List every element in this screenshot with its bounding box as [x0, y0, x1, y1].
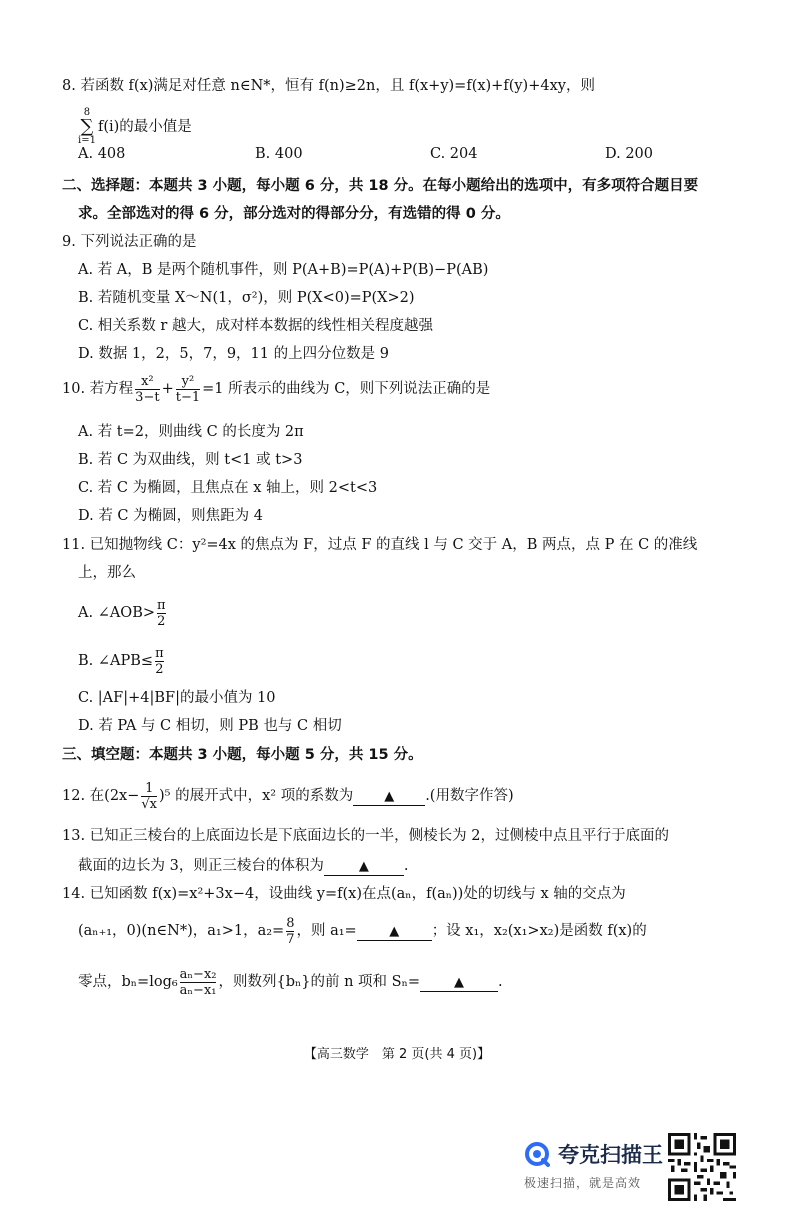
q14-answer-blank-sn[interactable] [420, 974, 498, 992]
q10-prefix: 10. 若方程 [62, 381, 134, 397]
q14-fraction-a2 [286, 916, 294, 947]
q14-line3-prefix: 零点，bₙ=log₆ [78, 974, 178, 990]
q14-line2-prefix: (aₙ₊₁，0)(n∈N*)，a₁>1，a₂= [78, 923, 285, 939]
q14-line3-suffix: . [498, 974, 503, 990]
q11-b-num: π [155, 645, 164, 661]
q14-a2-den: 7 [286, 931, 295, 947]
q11-b-den: 2 [155, 661, 164, 677]
q14-answer-blank-a1[interactable] [357, 923, 432, 941]
q8-option-b: B. 400 [255, 146, 303, 162]
q14-stem-line1: 14. 已知函数 f(x)=x²+3x−4，设曲线 y=f(x)在点(aₙ，f(aₙ))处的切线与 x 轴的交点为 [62, 886, 626, 902]
q11-option-d: D. 若 PA 与 C 相切，则 PB 也与 C 相切 [78, 718, 342, 734]
section2-heading-line2: 求。全部选对的得 6 分，部分选对的得部分分，有选错的得 0 分。 [78, 206, 510, 222]
q12-stem [62, 778, 514, 814]
q14-stem-line3 [78, 964, 503, 1000]
q8-option-d: D. 200 [605, 146, 654, 162]
q8-option-a: A. 408 [78, 146, 126, 162]
q14-stem-line2 [78, 913, 647, 949]
q8-stem-line1: 8. 若函数 f(x)满足对任意 n∈N*，恒有 f(n)≥2n，且 f(x+y)=f(x)+f(y)+4xy，则 [62, 78, 595, 94]
q12-prefix: 12. 在(2x− [62, 788, 140, 804]
q9-option-d: D. 数据 1，2，5，7，9，11 的上四分位数是 9 [78, 346, 389, 362]
q8-stem-rest: f(i)的最小值是 [97, 119, 192, 135]
q11-b-fraction [155, 646, 164, 677]
q12-suffix2: .(用数字作答) [425, 788, 514, 804]
q12-frac-den: √x [141, 796, 158, 812]
triangle-icon: ▲ [358, 859, 369, 874]
q11-stem-line2: 上，那么 [78, 565, 136, 581]
q8-stem-line2 [78, 108, 192, 146]
q14-a2-num: 8 [286, 915, 295, 931]
q13-answer-blank[interactable] [324, 858, 404, 876]
triangle-icon: ▲ [384, 789, 395, 804]
q11-a-fraction [157, 598, 166, 629]
q13-line2-prefix: 截面的边长为 3，则正三棱台的体积为 [78, 858, 324, 874]
q10-frac-x-num: x² [141, 373, 154, 389]
q11-option-a [78, 596, 168, 630]
sum-symbol: ∑ [80, 116, 94, 137]
section3-heading: 三、填空题：本题共 3 小题，每小题 5 分，共 15 分。 [62, 747, 423, 763]
q13-stem-line2 [78, 856, 408, 876]
q12-suffix1: )⁵ 的展开式中，x² 项的系数为 [159, 788, 354, 804]
q14-log-num: aₙ−x₂ [179, 966, 217, 982]
q11-a-den: 2 [157, 613, 166, 629]
q9-option-c: C. 相关系数 r 越大，成对样本数据的线性相关程度越强 [78, 318, 433, 334]
q10-fraction-y [176, 374, 200, 405]
q8-option-c: C. 204 [430, 146, 478, 162]
q10-option-a: A. 若 t=2，则曲线 C 的长度为 2π [78, 424, 304, 440]
q10-fraction-x [135, 374, 159, 405]
summation [78, 108, 96, 146]
q12-fraction [141, 781, 157, 812]
scanner-brand [518, 1137, 668, 1197]
brand-slogan: 极速扫描，就是高效 [524, 1176, 642, 1190]
q10-option-d: D. 若 C 为椭圆，则焦距为 4 [78, 508, 263, 524]
q14-line2-suffix: ；设 x₁，x₂(x₁>x₂)是函数 f(x)的 [431, 923, 647, 939]
q10-plus: + [161, 381, 174, 397]
q11-a-prefix: A. ∠AOB> [78, 605, 156, 621]
q9-option-b: B. 若随机变量 X～N(1，σ²)，则 P(X<0)=P(X>2) [78, 290, 415, 306]
q13-line2-suffix: . [403, 858, 409, 874]
q11-option-c: C. |AF|+4|BF|的最小值为 10 [78, 690, 276, 706]
sum-lower: i=1 [78, 135, 96, 146]
q10-suffix: =1 所表示的曲线为 C，则下列说法正确的是 [202, 381, 491, 397]
q11-b-prefix: B. ∠APB≤ [78, 653, 154, 669]
q12-frac-num: 1 [145, 780, 154, 796]
q14-line3-mid: ，则数列{bₙ}的前 n 项和 Sₙ= [218, 974, 421, 990]
triangle-icon: ▲ [389, 924, 400, 939]
q11-option-b [78, 644, 166, 678]
q14-log-den: aₙ−x₁ [179, 982, 217, 998]
q13-stem-line1: 13. 已知正三棱台的上底面边长是下底面边长的一半，侧棱长为 2，过侧棱中点且平行于底面的 [62, 828, 669, 844]
page-footer: 【高三数学 第 2 页(共 4 页)】 [303, 1047, 491, 1062]
q10-frac-y-den: t−1 [175, 389, 201, 405]
qr-code-icon [668, 1133, 736, 1201]
q9-stem: 9. 下列说法正确的是 [62, 234, 197, 250]
q10-frac-y-num: y² [181, 373, 195, 389]
q11-stem-line1: 11. 已知抛物线 C：y²=4x 的焦点为 F，过点 F 的直线 l 与 C 交于 A，B 两点，点 P 在 C 的准线 [62, 537, 698, 553]
section2-heading-line1: 二、选择题：本题共 3 小题，每小题 6 分，共 18 分。在每小题给出的选项中，有多项符合题目要 [62, 178, 699, 194]
q9-option-a: A. 若 A，B 是两个随机事件，则 P(A+B)=P(A)+P(B)−P(AB) [78, 262, 489, 278]
triangle-icon: ▲ [454, 975, 465, 990]
q11-a-num: π [157, 597, 166, 613]
q14-fraction-log [180, 967, 217, 998]
q14-line2-mid: ，则 a₁= [296, 923, 357, 939]
q12-answer-blank[interactable] [353, 788, 425, 806]
brand-name: 夸克扫描王 [558, 1143, 663, 1167]
sum-upper: 8 [83, 107, 91, 118]
q10-stem [62, 372, 490, 406]
q10-option-b: B. 若 C 为双曲线，则 t<1 或 t>3 [78, 452, 303, 468]
q10-option-c: C. 若 C 为椭圆，且焦点在 x 轴上，则 2<t<3 [78, 480, 378, 496]
q10-frac-x-den: 3−t [135, 389, 160, 405]
quark-logo-icon [524, 1141, 550, 1167]
